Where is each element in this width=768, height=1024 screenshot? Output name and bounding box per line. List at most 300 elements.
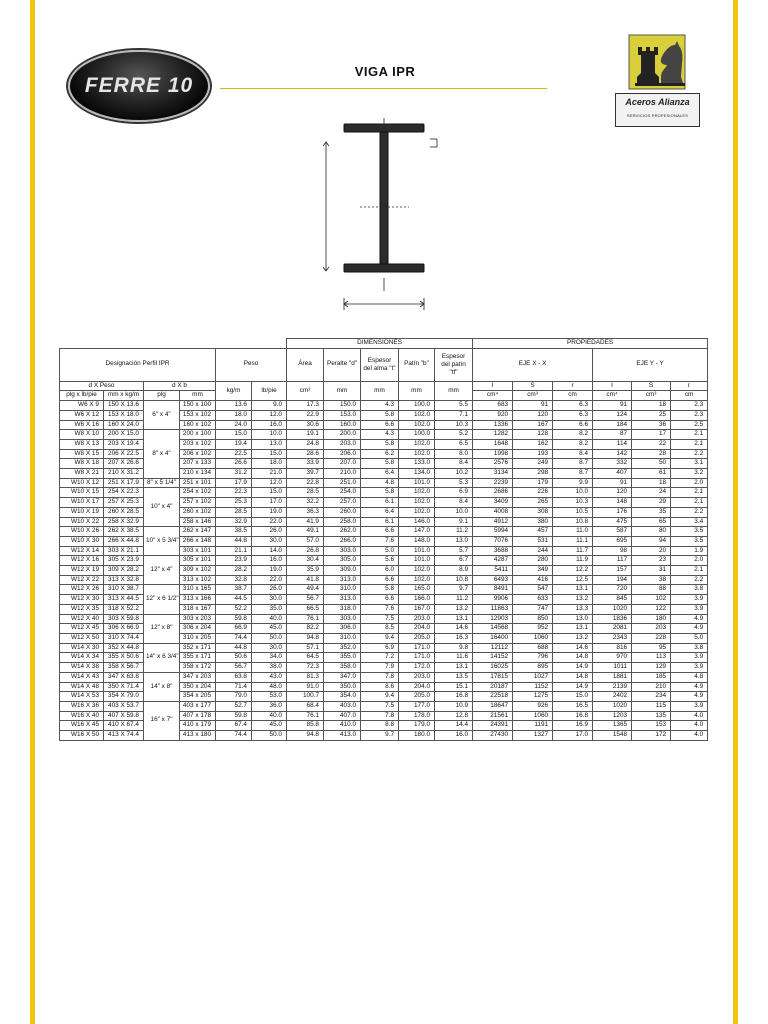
value-cell: 180: [632, 614, 671, 624]
right-accent-border: [733, 0, 738, 1024]
value-cell: 11.1: [553, 536, 593, 546]
value-cell: 81.3: [287, 672, 324, 682]
value-cell: 3134: [473, 469, 513, 479]
value-cell: 72.3: [287, 663, 324, 673]
value-cell: 3.9: [671, 701, 708, 711]
value-cell: 19.0: [252, 566, 287, 576]
value-cell: 167.0: [399, 604, 435, 614]
value-cell: 28.2: [216, 566, 252, 576]
value-cell: 310 x 205: [180, 633, 216, 643]
value-cell: 8.4: [435, 498, 473, 508]
value-cell: 148: [593, 498, 632, 508]
value-cell: 74.4: [216, 731, 252, 741]
value-cell: 76.1: [287, 614, 324, 624]
value-cell: 1548: [593, 731, 632, 741]
value-cell: 303 X 59.8: [104, 614, 144, 624]
value-cell: 952: [513, 624, 553, 634]
page-title: VIGA IPR: [354, 64, 416, 79]
value-cell: 633: [513, 595, 553, 605]
value-cell: 18: [632, 401, 671, 411]
unit-plg: plg: [144, 391, 180, 401]
value-cell: 79.0: [216, 692, 252, 702]
value-cell: 50.0: [252, 633, 287, 643]
value-cell: 24.8: [287, 439, 324, 449]
value-cell: 306.0: [324, 624, 361, 634]
value-cell: 796: [513, 653, 553, 663]
value-cell: 9.4: [361, 633, 399, 643]
value-cell: 531: [513, 536, 553, 546]
value-cell: 38.7: [216, 585, 252, 595]
value-cell: 3.9: [671, 604, 708, 614]
value-cell: 2576: [473, 459, 513, 469]
value-cell: 33.9: [287, 459, 324, 469]
value-cell: 249: [513, 459, 553, 469]
table-row: [60, 672, 708, 682]
value-cell: 2402: [593, 692, 632, 702]
value-cell: 18647: [473, 701, 513, 711]
value-cell: 10.3: [553, 498, 593, 508]
value-cell: 1365: [593, 721, 632, 731]
value-cell: 204.0: [399, 624, 435, 634]
unit-ry: cm: [671, 391, 708, 401]
value-cell: 8.7: [553, 459, 593, 469]
value-cell: 720: [593, 585, 632, 595]
value-cell: 102.0: [399, 507, 435, 517]
value-cell: 14.9: [553, 663, 593, 673]
value-cell: 11.7: [553, 546, 593, 556]
designation-cell: W12 X 50: [60, 633, 104, 643]
value-cell: 135: [632, 711, 671, 721]
unit-lbpie: lb/pie: [252, 381, 287, 400]
size-group-cell: 12" x 4": [144, 556, 180, 585]
value-cell: 27430: [473, 731, 513, 741]
value-cell: 5.8: [361, 488, 399, 498]
value-cell: 258 x 146: [180, 517, 216, 527]
value-cell: 349: [513, 566, 553, 576]
value-cell: 683: [473, 401, 513, 411]
value-cell: 318 X 52.2: [104, 604, 144, 614]
value-cell: 2.1: [671, 566, 708, 576]
value-cell: 26.6: [216, 459, 252, 469]
value-cell: 120: [593, 488, 632, 498]
value-cell: 13.2: [553, 633, 593, 643]
value-cell: 266 X 44.8: [104, 536, 144, 546]
value-cell: 6.4: [361, 507, 399, 517]
value-cell: 5.6: [361, 556, 399, 566]
value-cell: 21.1: [216, 546, 252, 556]
value-cell: 3.4: [671, 517, 708, 527]
value-cell: 380: [513, 517, 553, 527]
chess-emblem-icon: [627, 33, 687, 91]
value-cell: 5.0: [671, 633, 708, 643]
value-cell: 91.0: [287, 682, 324, 692]
value-cell: 305 x 101: [180, 556, 216, 566]
value-cell: 203.0: [399, 614, 435, 624]
value-cell: 12.0: [252, 478, 287, 488]
size-group-cell: 12" x 6 1/2": [144, 585, 180, 614]
value-cell: 22: [632, 439, 671, 449]
value-cell: 207 x 133: [180, 459, 216, 469]
value-cell: 82.2: [287, 624, 324, 634]
value-cell: 44.5: [216, 595, 252, 605]
value-cell: 308: [513, 507, 553, 517]
value-cell: 88: [632, 585, 671, 595]
value-cell: 40.0: [252, 614, 287, 624]
value-cell: 16025: [473, 663, 513, 673]
value-cell: 10.3: [435, 420, 473, 430]
value-cell: 21561: [473, 711, 513, 721]
value-cell: 101.0: [399, 556, 435, 566]
value-cell: 310.0: [324, 585, 361, 595]
properties-group-header: PROPIEDADES: [473, 339, 708, 349]
value-cell: 3688: [473, 546, 513, 556]
value-cell: 9.7: [361, 731, 399, 741]
value-cell: 122: [632, 604, 671, 614]
size-group-cell: 6" x 4": [144, 401, 180, 430]
value-cell: 358.0: [324, 663, 361, 673]
value-cell: 203 X 19.4: [104, 439, 144, 449]
table-row: [60, 701, 708, 711]
ipr-beam-diagram: [315, 118, 450, 318]
value-cell: 18.0: [252, 459, 287, 469]
table-row: [60, 478, 708, 488]
value-cell: 66.5: [287, 604, 324, 614]
value-cell: 14.8: [553, 653, 593, 663]
value-cell: 205.0: [399, 692, 435, 702]
value-cell: 15.0: [252, 449, 287, 459]
value-cell: 8.2: [553, 430, 593, 440]
value-cell: 7.9: [361, 663, 399, 673]
size-group-cell: 8" x 5 1/4": [144, 478, 180, 488]
value-cell: 129: [632, 663, 671, 673]
value-cell: 176: [593, 507, 632, 517]
designation-cell: W14 X 43: [60, 672, 104, 682]
designation-cell: W12 X 45: [60, 624, 104, 634]
value-cell: 59.8: [216, 614, 252, 624]
value-cell: 352.0: [324, 643, 361, 653]
value-cell: 91: [593, 401, 632, 411]
value-cell: 310 X 74.4: [104, 633, 144, 643]
value-cell: 309.0: [324, 566, 361, 576]
value-cell: 16.3: [435, 633, 473, 643]
value-cell: 120: [513, 410, 553, 420]
value-cell: 124: [593, 410, 632, 420]
value-cell: 347.0: [324, 672, 361, 682]
value-cell: 8.8: [361, 721, 399, 731]
d-b-header: d X b: [144, 381, 216, 391]
value-cell: 310.0: [324, 633, 361, 643]
value-cell: 265: [513, 498, 553, 508]
value-cell: 24: [632, 488, 671, 498]
value-cell: 10.0: [252, 430, 287, 440]
designation-cell: W12 X 22: [60, 575, 104, 585]
value-cell: 226: [513, 488, 553, 498]
value-cell: 160 X 24.0: [104, 420, 144, 430]
value-cell: 6.1: [361, 517, 399, 527]
value-cell: 254.0: [324, 488, 361, 498]
value-cell: 41.8: [287, 575, 324, 585]
value-cell: 262 X 38.5: [104, 527, 144, 537]
value-cell: 12112: [473, 643, 513, 653]
value-cell: 210 x 134: [180, 469, 216, 479]
value-cell: 4287: [473, 556, 513, 566]
value-cell: 16.5: [553, 701, 593, 711]
value-cell: 7076: [473, 536, 513, 546]
value-cell: 193: [513, 449, 553, 459]
value-cell: 11.2: [435, 527, 473, 537]
value-cell: 101.0: [399, 546, 435, 556]
value-cell: 1203: [593, 711, 632, 721]
value-cell: 50: [632, 459, 671, 469]
value-cell: 2686: [473, 488, 513, 498]
value-cell: 15.1: [435, 682, 473, 692]
value-cell: 11.9: [553, 556, 593, 566]
table-body: [60, 401, 708, 741]
value-cell: 303.0: [324, 546, 361, 556]
weight-header: Peso: [216, 348, 287, 381]
iy-header: I: [593, 381, 632, 391]
value-cell: 7.8: [361, 672, 399, 682]
value-cell: 3409: [473, 498, 513, 508]
value-cell: 71.4: [216, 682, 252, 692]
value-cell: 210.0: [324, 469, 361, 479]
unit-iy: cm⁴: [593, 391, 632, 401]
designation-cell: W8 X 13: [60, 439, 104, 449]
value-cell: 39.7: [287, 469, 324, 479]
value-cell: 6.6: [361, 420, 399, 430]
beam-section-shape: [344, 124, 424, 272]
table-row: [60, 527, 708, 537]
ferre10-logo: [68, 50, 210, 122]
designation-cell: W16 X 40: [60, 711, 104, 721]
value-cell: 8.4: [435, 459, 473, 469]
value-cell: 2.0: [671, 556, 708, 566]
value-cell: 2.3: [671, 410, 708, 420]
value-cell: 4.0: [671, 711, 708, 721]
value-cell: 35.9: [287, 566, 324, 576]
value-cell: 210: [632, 682, 671, 692]
value-cell: 102.0: [399, 575, 435, 585]
value-cell: 1881: [593, 672, 632, 682]
value-cell: 146.0: [399, 517, 435, 527]
ix-header: I: [473, 381, 513, 391]
title-underline: [220, 88, 547, 89]
value-cell: 20187: [473, 682, 513, 692]
value-cell: 1.9: [671, 546, 708, 556]
value-cell: 98: [593, 546, 632, 556]
value-cell: 153: [632, 721, 671, 731]
value-cell: 20: [632, 546, 671, 556]
value-cell: 43.0: [252, 672, 287, 682]
value-cell: 10.5: [553, 507, 593, 517]
value-cell: 8.4: [553, 449, 593, 459]
value-cell: 10.2: [435, 469, 473, 479]
value-cell: 1275: [513, 692, 553, 702]
value-cell: 102.0: [399, 498, 435, 508]
value-cell: 10.8: [435, 575, 473, 585]
value-cell: 347 x 203: [180, 672, 216, 682]
value-cell: 5994: [473, 527, 513, 537]
value-cell: 5.8: [361, 459, 399, 469]
value-cell: 64.5: [287, 653, 324, 663]
rx-header: r: [553, 381, 593, 391]
value-cell: 313.0: [324, 595, 361, 605]
value-cell: 475: [593, 517, 632, 527]
value-cell: 7.5: [361, 614, 399, 624]
value-cell: 23: [632, 556, 671, 566]
value-cell: 22.8: [287, 478, 324, 488]
designation-cell: W12 X 16: [60, 556, 104, 566]
value-cell: 13.6: [216, 401, 252, 411]
value-cell: 171.0: [399, 643, 435, 653]
value-cell: 11863: [473, 604, 513, 614]
value-cell: 25.3: [216, 498, 252, 508]
designation-cell: W10 X 17: [60, 498, 104, 508]
ipr-properties-table: [59, 338, 708, 741]
flange-width-header: Patín "b": [399, 348, 435, 381]
value-cell: 203: [632, 624, 671, 634]
value-cell: 587: [593, 527, 632, 537]
value-cell: 413 x 180: [180, 731, 216, 741]
value-cell: 148.0: [399, 536, 435, 546]
value-cell: 970: [593, 653, 632, 663]
value-cell: 17.9: [216, 478, 252, 488]
designation-cell: W10 X 30: [60, 536, 104, 546]
value-cell: 4.9: [671, 614, 708, 624]
value-cell: 14568: [473, 624, 513, 634]
table-row: [60, 430, 708, 440]
value-cell: 257 x 102: [180, 498, 216, 508]
value-cell: 4912: [473, 517, 513, 527]
value-cell: 203.0: [324, 439, 361, 449]
value-cell: 117: [593, 556, 632, 566]
value-cell: 7.1: [435, 410, 473, 420]
value-cell: 30.0: [252, 536, 287, 546]
value-cell: 257.0: [324, 498, 361, 508]
value-cell: 350.0: [324, 682, 361, 692]
value-cell: 30.4: [287, 556, 324, 566]
unit-sx: cm³: [513, 391, 553, 401]
value-cell: 100.0: [399, 430, 435, 440]
value-cell: 134.0: [399, 469, 435, 479]
value-cell: 251 x 101: [180, 478, 216, 488]
value-cell: 234: [632, 692, 671, 702]
value-cell: 52.7: [216, 701, 252, 711]
value-cell: 115: [632, 701, 671, 711]
value-cell: 6.2: [361, 449, 399, 459]
value-cell: 5.8: [361, 410, 399, 420]
value-cell: 4008: [473, 507, 513, 517]
value-cell: 354 x 205: [180, 692, 216, 702]
value-cell: 895: [513, 663, 553, 673]
value-cell: 101.0: [399, 478, 435, 488]
value-cell: 45.0: [252, 721, 287, 731]
value-cell: 30.0: [252, 595, 287, 605]
value-cell: 13.5: [435, 672, 473, 682]
value-cell: 2343: [593, 633, 632, 643]
value-cell: 133.0: [399, 459, 435, 469]
designation-cell: W12 X 14: [60, 546, 104, 556]
value-cell: 298: [513, 469, 553, 479]
value-cell: 9.9: [553, 478, 593, 488]
unit-rx: cm: [553, 391, 593, 401]
value-cell: 24.0: [216, 420, 252, 430]
value-cell: 18.0: [216, 410, 252, 420]
value-cell: 6.6: [361, 575, 399, 585]
value-cell: 150 x 100: [180, 401, 216, 411]
value-cell: 102.0: [399, 449, 435, 459]
value-cell: 179: [513, 478, 553, 488]
value-cell: 3.8: [671, 585, 708, 595]
value-cell: 5.8: [361, 585, 399, 595]
axis-x-header: EJE X - X: [473, 348, 593, 381]
value-cell: 207 X 26.6: [104, 459, 144, 469]
value-cell: 8.7: [553, 469, 593, 479]
value-cell: 30.6: [287, 420, 324, 430]
unit-sy: cm³: [632, 391, 671, 401]
value-cell: 5.2: [435, 430, 473, 440]
value-cell: 6.7: [435, 556, 473, 566]
value-cell: 1020: [593, 701, 632, 711]
value-cell: 26.8: [287, 546, 324, 556]
value-cell: 816: [593, 643, 632, 653]
designation-cell: W6 X 16: [60, 420, 104, 430]
value-cell: 150 X 13.6: [104, 401, 144, 411]
value-cell: 306 X 66.9: [104, 624, 144, 634]
value-cell: 102.0: [399, 488, 435, 498]
value-cell: 318 x 167: [180, 604, 216, 614]
value-cell: 166.0: [399, 595, 435, 605]
value-cell: 28.6: [287, 449, 324, 459]
company-tagline: SERVICIOS PROFESIONALES: [626, 113, 689, 118]
value-cell: 102.0: [399, 566, 435, 576]
value-cell: 4.3: [361, 401, 399, 411]
value-cell: 13.2: [435, 604, 473, 614]
value-cell: 38: [632, 575, 671, 585]
value-cell: 22.0: [252, 575, 287, 585]
table-row: [60, 643, 708, 653]
value-cell: 63.8: [216, 672, 252, 682]
value-cell: 57.0: [287, 536, 324, 546]
value-cell: 3.2: [671, 469, 708, 479]
value-cell: 36.0: [252, 701, 287, 711]
value-cell: 355 x 171: [180, 653, 216, 663]
value-cell: 303 x 101: [180, 546, 216, 556]
value-cell: 3.9: [671, 653, 708, 663]
value-cell: 44.8: [216, 643, 252, 653]
value-cell: 14.4: [435, 721, 473, 731]
value-cell: 403 x 177: [180, 701, 216, 711]
value-cell: 5.0: [361, 546, 399, 556]
value-cell: 18: [632, 478, 671, 488]
designation-cell: W12 X 40: [60, 614, 104, 624]
value-cell: 303.0: [324, 614, 361, 624]
value-cell: 32.2: [287, 498, 324, 508]
value-cell: 22.5: [216, 449, 252, 459]
value-cell: 244: [513, 546, 553, 556]
value-cell: 309 X 28.2: [104, 566, 144, 576]
value-cell: 2.1: [671, 439, 708, 449]
value-cell: 44.8: [216, 536, 252, 546]
value-cell: 347 X 63.8: [104, 672, 144, 682]
value-cell: 1998: [473, 449, 513, 459]
value-cell: 13.0: [252, 439, 287, 449]
value-cell: 35.0: [252, 604, 287, 614]
table-row: [60, 488, 708, 498]
value-cell: 358 X 56.7: [104, 663, 144, 673]
designation-header: Designación Perfil IPR: [60, 348, 216, 381]
value-cell: 40.0: [252, 711, 287, 721]
